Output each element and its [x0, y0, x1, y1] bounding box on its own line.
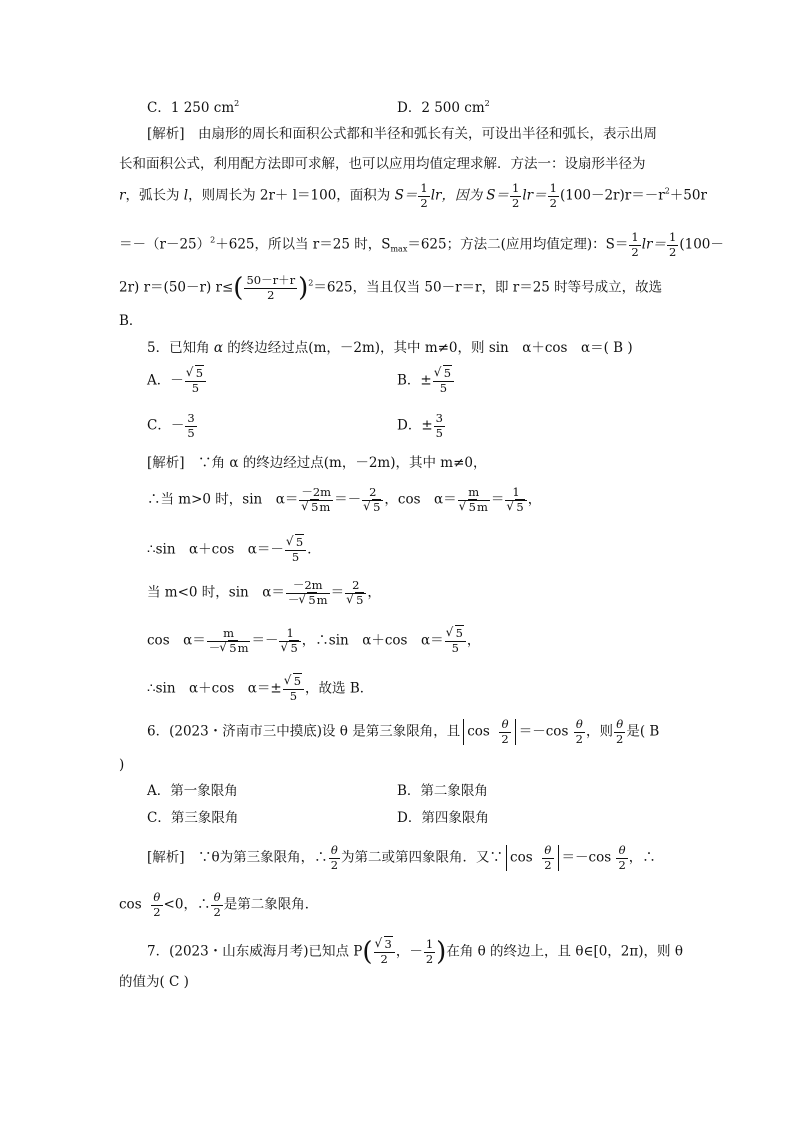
- q4-option-c: C．1 250 $cm^2$: [147, 99, 240, 116]
- q6-option-b: B．第二象限角: [397, 783, 488, 799]
- fraction: $\frac{1}{2}$: [420, 181, 428, 210]
- fraction: $\frac{1}{2}$: [669, 230, 677, 259]
- q4-analysis-line-4: $=-(r-25)^2+625$，所以当 r＝25 时，$S_{max}=625$；方法二(应用均值定理)：S＝ $\frac{1}{2}$ lr＝ $\frac{1}{2}$ (100－: [119, 230, 724, 259]
- q5-option-d: D．± $\frac{3}{5}$: [397, 411, 443, 440]
- fraction: $\frac{3}{5}$: [187, 411, 195, 440]
- q4-option-d: D．2 500 $cm^2$: [397, 99, 490, 116]
- analysis-tag: [解析]: [147, 126, 185, 142]
- q5-analysis-line-5: cos α＝ $\frac{m}{-√ 5m}$ ＝－ 1 √ 5 ，∴sin α＋cos α＝ √ $\frac{5}{5}$ ，: [147, 628, 480, 654]
- q6-analysis-line-2: cos $\frac{\theta}{2}$ <0，∴ $\frac{\theta}{2}$ 是第二象限角．: [119, 890, 319, 919]
- q5-option-c: C．－ $\frac{3}{5}$: [147, 411, 195, 440]
- fraction: √ $\frac{5}{5}$: [433, 368, 454, 394]
- q6-stem-line-2: ): [119, 757, 125, 773]
- q5-option-b: B．± √ $\frac{5}{5}$: [397, 368, 455, 394]
- fraction: $\frac{1}{2}$: [631, 230, 639, 259]
- q4-analysis-line-6: B．: [119, 313, 143, 329]
- q6-option-c: C．第三象限角: [147, 810, 239, 826]
- q4-analysis-line-5: 2r) r＝(50－r) r≤( $\frac{50-r+r}{2}$ )$^2$＝625，当且仅当 50－r＝r，即 r＝25 时等号成立，故选: [119, 273, 663, 303]
- q5-analysis-line-4: 当 m<0 时，sin α＝ $\frac{-2m}{-√ 5m}$ ＝ 2 √ 5 ，: [147, 580, 381, 606]
- q5-option-a: A．－ √ $\frac{5}{5}$: [147, 368, 207, 394]
- q6-option-d: D．第四象限角: [397, 810, 489, 826]
- q4-analysis-line-1: [解析] 由扇形的周长和面积公式都和半径和弧长有关，可设出半径和弧长，表示出周: [147, 126, 658, 142]
- fraction: √ $\frac{5}{5}$: [185, 368, 206, 394]
- fraction: $\frac{3}{5}$: [435, 411, 443, 440]
- q5-stem: 5．已知角 α 的终边经过点(m，－2m)，其中 m≠0，则 sin α＋cos α＝( B ): [147, 340, 633, 356]
- q4-analysis-line-2: 长和面积公式，利用配方法即可求解，也可以应用均值定理求解．方法一：设扇形半径为: [119, 156, 646, 172]
- q6-analysis-line-1: [解析] ∵θ为第三象限角，∴ $\frac{\theta}{2}$ 为第二或第四象限角．又∵ cos $\frac{\theta}{2}$ ＝－cos $\frac{\theta}{2}$ ，∴: [147, 843, 656, 872]
- fraction: $\frac{1}{2}$: [512, 181, 520, 210]
- q7-stem-line-2: 的值为( C ): [119, 974, 189, 990]
- analysis-tag: [解析]: [147, 455, 185, 471]
- q4-analysis-line-3: r，弧长为 l，则周长为 2r＋ l＝100，面积为 S＝ $\frac{1}{2}$ lr，因为 S＝ $\frac{1}{2}$ lr＝ $\frac{1}{2}$ $(100-2r)r=-r^2+50r$: [119, 181, 707, 210]
- q5-analysis-line-6: ∴sin α＋cos α＝± √ $\frac{5}{5}$ ，故选 B．: [147, 676, 373, 702]
- q5-analysis-line-1: [解析] ∵角 α 的终边经过点(m，－2m)，其中 m≠0，: [147, 455, 487, 471]
- fraction: $\frac{50-r+r}{2}$: [246, 273, 296, 302]
- q6-stem-line-1: 6．(2023・济南市三中摸底)设 θ 是第三象限角，且 cos $\frac{\theta}{2}$ ＝－cos $\frac{\theta}{2}$ ，则 $\frac{\theta}{2}$ 是( B: [147, 717, 660, 746]
- q6-option-a: A．第一象限角: [147, 783, 238, 799]
- q7-stem-line-1: 7．(2023・山东威海月考)已知点 P( √ $\frac{3}{2}$ ，－ $\frac{1}{2}$ )在角 θ 的终边上，且 θ∈[0，2π)，则 θ: [147, 939, 683, 965]
- analysis-tag: [解析]: [147, 849, 185, 866]
- fraction: $\frac{1}{2}$: [549, 181, 557, 210]
- q5-analysis-line-3: ∴sin α＋cos α＝－ √ $\frac{5}{5}$ ．: [147, 537, 321, 563]
- q5-analysis-line-2: ∴当 m>0 时，sin α＝ －2m √ 5m ＝－ 2 √ 5 ，cos α＝ m √ 5m ＝ 1 √ 5 ，: [147, 487, 541, 513]
